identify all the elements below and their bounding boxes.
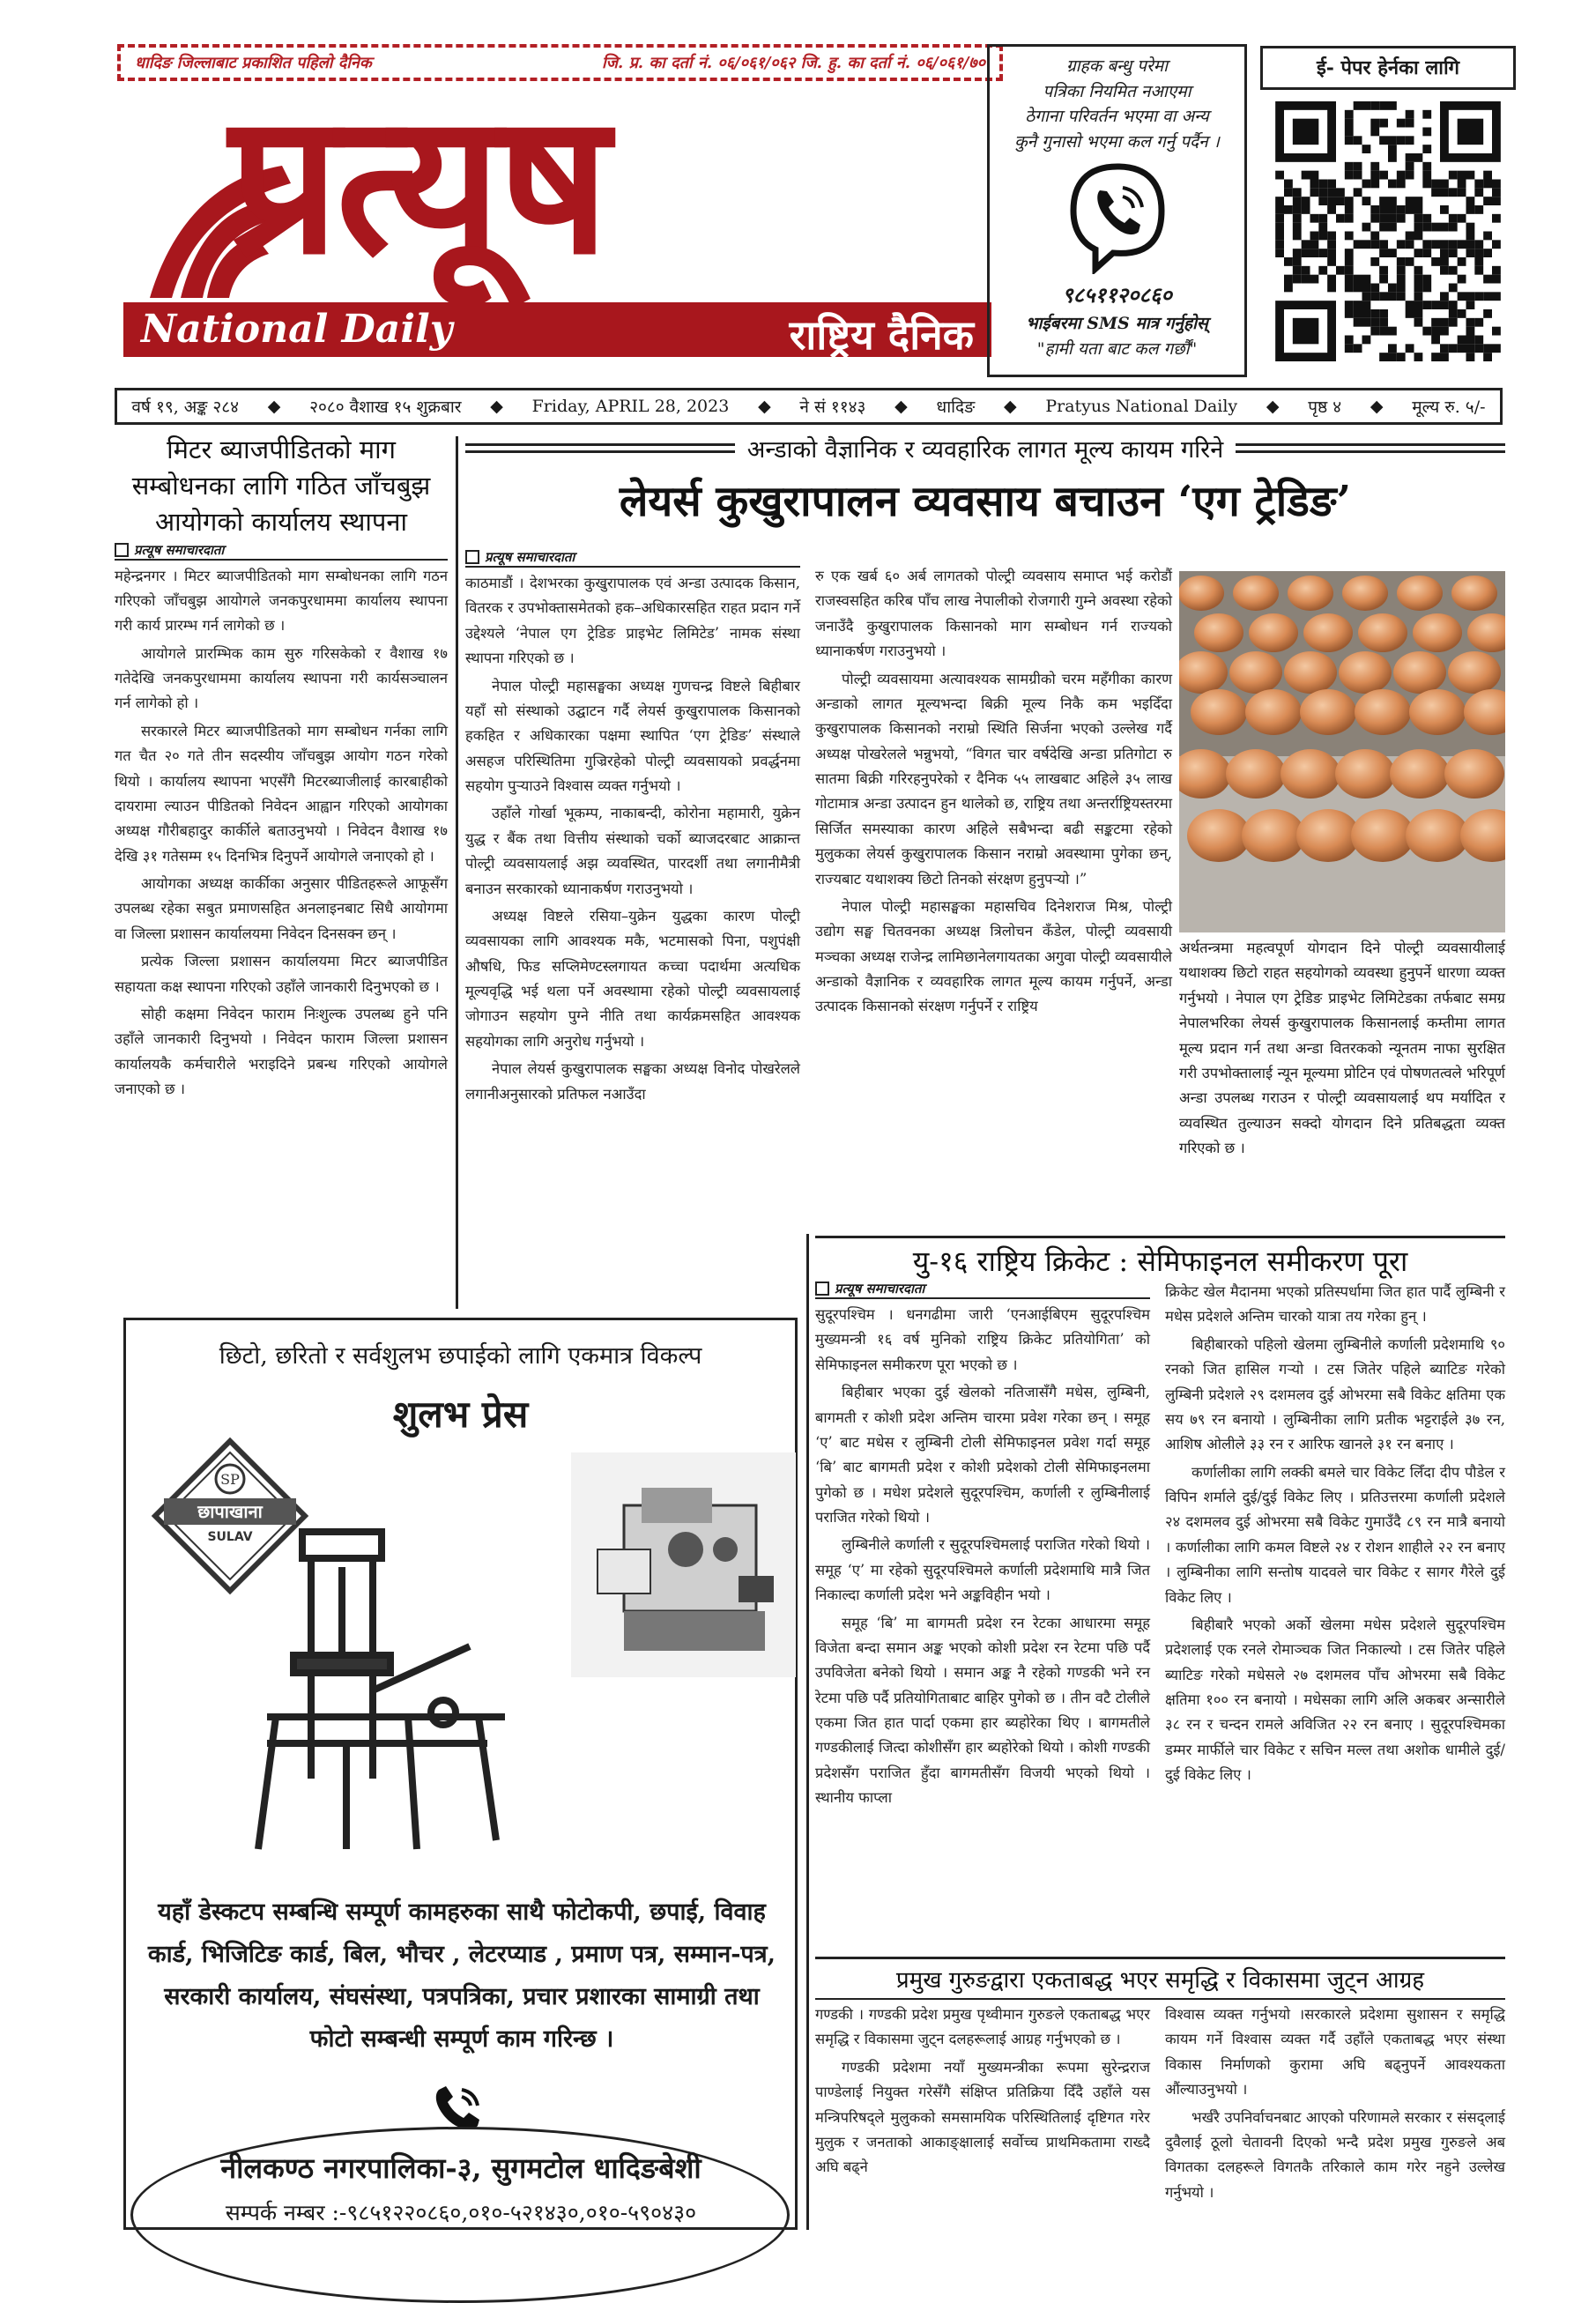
advert-body: यहाँ डेस्कटप सम्बन्धि सम्पूर्ण कामहरुका साथै फोटोकपी, छपाई, विवाह कार्ड, भिजिटिङ कार्ड, बिल, भौचर , लेटरप्याड , प्रमाण पत्र, सम्मान-पत्र, सरकारी कार्यालय, संघसंस्था, पत्रपत्रिका, प्रचार प्रशारका सामाग्री तथा फोटो सम्बन्धी सम्पूर्ण काम गरिन्छ ।	[147, 1898, 776, 2054]
egg	[1351, 809, 1414, 862]
paragraph: नेपाल पोल्ट्री महासङ्घका अध्यक्ष गुणचन्द्र विष्टले बिहीबार यहाँ सो संस्थाको उद्घाटन गर्दै लेयर्स कुखुरापालक किसानको हकहित र अधिकारका पक्षमा स्थापित ‘एग ट्रेडिङ’ संस्थाले असहज परिस्थितिमा गुज्रिरहेको पोल्ट्री व्यवसायको प्रवर्द्धनमा सहयोग पुऱ्याउने विश्वास व्यक्त गर्नुभयो ।	[465, 677, 800, 794]
egg	[1194, 613, 1243, 652]
main-story-col1	[465, 548, 800, 1110]
paragraph: गण्डकी । गण्डकी प्रदेश प्रमुख पृथ्वीमान गुरुङले एकताबद्ध भएर समृद्धि र विकासमा जुट्न दलहरूलाई आग्रह गर्नुभएको छ ।	[815, 2006, 1150, 2048]
left-story	[115, 432, 448, 1104]
egg	[1296, 809, 1360, 862]
main-story-caption: अर्थतन्त्रमा महत्वपूर्ण योगदान दिने पोल्ट्री व्यवसायीलाई यथाशक्य छिटो राहत सहयोगको व्यवस्था हुनुपर्ने धारणा व्यक्त गर्नुभयो । नेपाल एग ट्रेडिङ प्राइभेट लिमिटेडका तर्फबाट समग्र नेपालभरिका लेयर्स कुखुरापालक किसानलाई कम्तीमा लागत मूल्य प्रदान गर्न तथा अन्डा वितरकको न्यूनतम नाफा सुरक्षित गरी उपभोक्तालाई न्यून मूल्यमा प्रोटिन एवं पोषणतत्वले भरिपूर्ण अन्डा उपलब्ध गराउन र पोल्ट्री व्यवसायलाई थप मर्यादित र व्यवस्थित तुल्याउन सक्दो योगदान दिने प्रतिबद्धता व्यक्त गरिएको छ ।	[1179, 940, 1505, 1156]
dateline-sep: ◆	[758, 397, 771, 416]
byline-square-icon	[815, 1282, 829, 1296]
viber-phone-icon	[1065, 160, 1170, 274]
paragraph: समूह ‘बि’ मा बागमती प्रदेश रन रेटका आधारमा समूह विजेता बन्दा समान अङ्क भएको कोशी प्रदेश रन रेटमा पछि पर्दै उपविजेता बनेको थियो । समान अङ्क नै रहेको गण्डकी भने रन रेटमा पछि पर्दै प्रतियोगिताबाट बाहिर पुगेको छ । तीन वटै टोलीले एकमा जित हात पार्दा एकमा हार ब्यहोरेका थिए । बागमतीले गण्डकीलाई जित्दा कोशीसँग हार ब्यहोरेको थियो । कोशी गण्डकी प्रदेशसँग पराजित हुँदा बागमतीसँग विजयी भएको थियो । स्थानीय फाप्ला	[815, 1614, 1150, 1807]
subscriber-line: ठेगाना परिवर्तन भएमा वा अन्य	[1025, 107, 1209, 126]
dateline-sep: ◆	[267, 397, 281, 416]
paragraph: आयोगका अध्यक्ष कार्कीका अनुसार पीडितहरूले आफूसँग उपलब्ध रहेका सबुत प्रमाणसहित अनलाइनबाट सिधै आयोगमा वा जिल्ला प्रशासन कार्यालयमा निवेदन दिनसक्न छन् ।	[115, 875, 448, 942]
paragraph: लुम्बिनीले कर्णाली र सुदूरपश्चिमलाई पराजित गरेको थियो । समूह ‘ए’ मा रहेको सुदूरपश्चिमले कर्णाली प्रदेशमाथि मात्रै जित निकाल्दा कर्णाली प्रदेश भने अङ्कविहीन भयो ।	[815, 1536, 1150, 1604]
newspaper-logo	[123, 69, 991, 368]
subscriber-line: ग्राहक बन्धु परेमा	[1065, 56, 1169, 76]
paragraph: सरकारले मिटर ब्याजपीडितको माग सम्बोधन गर्नका लागि गत चैत २० गते तीन सदस्यीय जाँचबुझ आयोग गठन गरेको थियो । कार्यालय स्थापना भएसँगै मिटरब्याजीलाई कारबाहीको दायरामा ल्याउन पीडितको निवेदन आह्वान गरिएको आयोगका अध्यक्ष गौरीबहादुर कार्कीले बताउनुभयो । निवेदन वैशाख १७ देखि ३१ गतेसम्म १५ दिनभित्र दिनुपर्ने आयोगले जनाएको हो ।	[115, 722, 448, 865]
subscriber-line: कुनै गुनासो भएमा कल गर्नु पर्दैन ।	[1014, 131, 1220, 152]
logo-english: National Daily	[141, 307, 453, 352]
subscriber-line: पत्रिका नियमित नआएमा	[1043, 81, 1191, 101]
nepal-sambat: ने सं ११४३	[799, 397, 866, 417]
logo-nepali: राष्ट्रिय दैनिक	[789, 311, 974, 359]
section-rule	[815, 1236, 1505, 1238]
main-story-body	[465, 571, 800, 1107]
paragraph: नेपाल लेयर्स कुखुरापालक सङ्घका अध्यक्ष विनोद पोखरेलले लगानीअनुसारको प्रतिफल नआउँदा	[465, 1060, 800, 1103]
egg	[1288, 576, 1333, 611]
offset-press-illustration	[571, 1452, 796, 1677]
registration-left: धादिङ जिल्लाबाट प्रकाशित पहिलो दैनिक	[135, 54, 372, 72]
byline-square-icon	[465, 550, 479, 564]
english-date: Friday, APRIL 28, 2023	[531, 397, 730, 416]
egg	[1284, 651, 1337, 694]
paragraph: भर्खरै उपनिर्वाचनबाट आएको परिणामले सरकार र संसद्लाई दुवैलाई ठूलो चेतावनी दिएको भन्दै प्रदेश प्रमुख गुरुङले अब विगतका दलहरूले विगतकै तरिकाले काम गरेर नहुने उल्लेख गर्नुभयो ।	[1165, 2108, 1505, 2201]
egg	[1390, 749, 1450, 799]
paragraph: काठमाडौं । देशभरका कुखुरापालक एवं अन्डा उत्पादक किसान, वितरक र उपभोक्तासमेतको हक–अधिकारसहित राहत प्रदान गर्ने उद्देश्यले ‘नेपाल एग ट्रेडिङ प्राइभेट लिमिटेड’ नामक संस्था स्थापना गरिएको छ ।	[465, 575, 800, 667]
egg	[1281, 749, 1340, 799]
nepali-date: २०८० वैशाख १५ शुक्रबार	[309, 397, 462, 417]
dateline-sep: ◆	[1370, 397, 1384, 416]
paragraph: बिहीबारको पहिलो खेलमा लुम्बिनीले कर्णाली प्रदेशमाथि ९० रनको जित हासिल गऱ्यो । टस जितेर पहिले ब्याटिङ गरेको लुम्बिनी प्रदेशले २९ दशमलव दुई ओभरमा सबै विकेट क्षतिमा एक सय ७९ रन बनायो । लुम्बिनीका लागि प्रतीक भट्टराईले ३७ रन, आशिष ओलीले ३३ रन र आरिफ खानले ३१ रन बनाए ।	[1165, 1335, 1505, 1453]
byline-square-icon	[115, 543, 129, 557]
cricket-story	[815, 1236, 1505, 1280]
paragraph: बिहीबारै भएको अर्को खेलमा मधेस प्रदेशले सुदूरपश्चिम प्रदेशलाई एक रनले रोमाञ्चक जित निकाल्यो । टस जितेर पहिले ब्याटिङ गरेको मधेसले २७ दशमलव पाँच ओभरमा सबै विकेट क्षतिमा १०० रन बनायो । मधेसका लागि अलि अकबर अन्सारीले ३८ रन र चन्दन रामले अविजित २२ रन बनाए । सुदूरपश्चिमका डम्मर मार्फीले चार विकेट र सचिन मल्ल तथा अशोक धामीले दुई/दुई विकेट लिए ।	[1165, 1616, 1505, 1784]
advert-tagline: छिटो, छरितो र सर्वशुलभ छपाईको लागि एकमात्र विकल्प	[219, 1342, 702, 1370]
advert-name: शुलभ प्रेस	[392, 1393, 529, 1436]
egg	[1393, 651, 1446, 694]
subscriber-phone: ९८५११२०८६०	[1062, 282, 1172, 308]
egg	[1303, 613, 1353, 652]
main-story-headline[interactable]: लेयर्स कुखुरापालन व्यवसाय बचाउन ‘एग ट्रेडिङ’	[619, 477, 1352, 526]
egg	[1229, 651, 1282, 694]
paragraph: क्रिकेट खेल मैदानमा भएको प्रतिस्पर्धामा जित हात पार्दै लुम्बिनी र मधेस प्रदेशले अन्तिम चारको यात्रा तय गरेका हुन् ।	[1165, 1283, 1505, 1326]
egg	[1342, 576, 1388, 611]
dateline-sep: ◆	[490, 397, 503, 416]
left-story-body	[115, 564, 448, 1103]
page-number: पृष्ठ ४	[1308, 397, 1342, 417]
egg	[1226, 749, 1286, 799]
main-story-kicker: अन्डाको वैज्ञानिक र व्यवहारिक लागत मूल्य कायम गरिने	[746, 436, 1224, 464]
qr-code-icon[interactable]	[1273, 101, 1503, 361]
paragraph: उहाँले गोर्खा भूकम्प, नाकाबन्दी, कोरोना महामारी, युक्रेन युद्ध र बैंक तथा वित्तीय संस्थाको चर्को ब्याजदरबाट आक्रान्त पोल्ट्री व्यवसायलाई अझ व्यवस्थित, पारदर्शी तथा लगानीमैत्री बनाउन सरकारको ध्यानाकर्षण गराउनुभयो ।	[465, 805, 800, 897]
logo-title: प्रत्यूष	[229, 69, 606, 297]
egg	[1245, 689, 1302, 735]
press-advert	[123, 1318, 798, 2230]
paragraph: पोल्ट्री व्यवसायमा अत्यावश्यक सामग्रीको चरम महँगीका कारण अन्डाको लागत मूल्यभन्दा बिक्री मूल्य निकै कम भइदिँदा कुखुरापालक किसानको नराम्रो स्थिति सिर्जना भएको उल्लेख गर्दै अध्यक्ष पोखरेलले भन्नुभयो, “विगत चार वर्षदेखि अन्डा प्रतिगोटा रु सातमा बिक्री गरिरहनुपरेको र दैनिक ५५ लाखबाट अहिले ३५ लाख गोटामात्र अन्डा उत्पादन हुन थालेको छ, राष्ट्रिय तथा अन्तर्राष्ट्रियस्तरमा सिर्जित समस्याका कारण अहिले सबैभन्दा बढी सङ्कटमा रहेको मुलुकका लेयर्स कुखुरापालक किसान नराम्रो अवस्थामा पुगेका छन्, राज्यबाट यथाशक्य छिटो तिनको संरक्षण हुनुपर्‍यो ।”	[815, 670, 1172, 888]
cricket-col2	[1165, 1280, 1505, 1791]
left-story-headline[interactable]: मिटर ब्याजपीडितको माग सम्बोधनका लागि गठित जाँचबुझ आयोगको कार्यालय स्थापना	[131, 435, 431, 538]
cricket-headline[interactable]: यु-१६ राष्ट्रिय क्रिकेट : सेमिफाइनल समीकरण पूरा	[912, 1244, 1408, 1278]
gurudwara-headline[interactable]: प्रमुख गुरुङद्वारा एकताबद्ध भएर समृद्धि र विकासमा जुट्न आग्रह	[815, 1959, 1505, 2000]
egg	[1358, 613, 1407, 652]
dateline-bar	[115, 388, 1503, 425]
egg	[1191, 689, 1247, 735]
kicker-rule	[1236, 443, 1505, 453]
advert-contact: सम्पर्क नम्बर :-९८५१२२०८६०,०१०-५२१४३०,०१०-५९०४३०	[225, 2200, 697, 2225]
column-rule	[456, 436, 458, 1309]
egg	[1300, 689, 1356, 735]
egg	[1409, 689, 1466, 735]
paragraph: बिहीबार भएका दुई खेलको नतिजासँगै मधेस, लुम्बिनी, बागमती र कोशी प्रदेश अन्तिम चारमा प्रवेश गरेका छन् । समूह ‘ए’ बाट मधेस र लुम्बिनी टोली सेमिफाइनल प्रवेश गर्दा समूह ‘बि’ बाट बागमती प्रदेश र कोशी प्रदेशको टोली सेमिफाइनलमा पुगेको छ । मधेश प्रदेशले सुदूरपश्चिम, कर्णाली र लुम्बिनीलाई पराजित गरेको थियो ।	[815, 1384, 1150, 1526]
logo-en-text: SULAV	[207, 1530, 253, 1544]
advert-address: नीलकण्ठ नगरपालिका-३, सुगमटोल धादिङबेशी	[220, 2151, 701, 2185]
eggs-photo	[1179, 571, 1505, 932]
egg	[1249, 613, 1298, 652]
egg	[1179, 576, 1224, 611]
gurudwara-story	[815, 1957, 1505, 2000]
egg	[1413, 613, 1462, 652]
hand-press-illustration	[241, 1514, 531, 1867]
main-story-header	[465, 432, 1505, 529]
paragraph: कर्णालीका लागि लक्की बमले चार विकेट लिँदा दीप पौडेल र विपिन शर्माले दुई/दुई विकेट लिए । प्रतिउत्तरमा कर्णाली प्रदेशले २४ दशमलव दुई ओभरमा सबै विकेट गुमाउँदै ८९ रन मात्रै बनायो । कर्णालीका लागि कमल विष्टले २४ र रोशन शाहीले २२ रन बनाए । लुम्बिनीका लागि सन्तोष यादवले चार विकेट र सागर गैरेले दुई विकेट लिए ।	[1165, 1463, 1505, 1606]
egg	[1233, 576, 1279, 611]
phone-icon	[430, 2083, 483, 2132]
byline-text: प्रत्यूष समाचारदाता	[485, 549, 575, 565]
byline	[815, 1280, 1150, 1299]
paragraph: गण्डकी प्रदेशमा नयाँ मुख्यमन्त्रीका रूपमा सुरेन्द्रराज पाण्डेलाई नियुक्त गरेसँगै संक्षिप्त प्रतिक्रिया दिँदै उहाँले यस मन्त्रिपरिषद्ले मुलुकको समसामयिक परिस्थितिलाई दृष्टिगत गरेर मुलुक र जनताको आकाङ्क्षालाई सर्वोच्च प्राथमिकतामा राख्दै अघि बढ्ने	[815, 2058, 1150, 2176]
paper-name: Pratyus National Daily	[1045, 397, 1238, 416]
paragraph: रु एक खर्ब ६० अर्ब लागतको पोल्ट्री व्यवसाय समाप्त भई करोडौं राजस्वसहित करिब पाँच लाख नेपालीको रोजगारी गुम्ने अवस्था रहेको जनाउँदै कुखुरापालक किसानको माग सम्बोधन गर्न राज्यको ध्यानाकर्षण गराउनुभयो ।	[815, 568, 1172, 660]
egg	[1444, 749, 1504, 799]
egg	[1397, 576, 1443, 611]
paragraph: सुदूरपश्चिम । धनगढीमा जारी ‘एनआईबिएम सुदूरपश्चिम मुख्यमन्त्री १६ वर्ष मुनिको राष्ट्रिय क्रिकेट प्रतियोगिता’ को सेमिफाइनल समीकरण पूरा भएको छ ।	[815, 1306, 1150, 1373]
column-rule	[806, 1234, 809, 2230]
byline-text: प्रत्यूष समाचारदाता	[835, 1281, 925, 1296]
subscriber-quote: "हामी यता बाट कल गर्छौं"	[1036, 338, 1198, 359]
paragraph: महेन्द्रनगर । मिटर ब्याजपीडितको माग सम्बोधनका लागि गठन गरिएको जाँचबुझ आयोगले जनकपुरधाममा कार्यालय स्थापना गरी कार्य प्रारम्भ गर्न लागेको छ ।	[115, 567, 448, 635]
paragraph: विश्वास व्यक्त गर्नुभयो ।सरकारले प्रदेशमा सुशासन र समृद्धि कायम गर्ने विश्वास व्यक्त गर्दै उहाँले एकताबद्ध भएर संस्था विकास निर्माणको कुरामा अघि बढ्नुपर्ने आवश्यकता औंल्याउनुभयो ।	[1165, 2006, 1505, 2099]
subscriber-box	[987, 44, 1247, 377]
egg	[1242, 809, 1305, 862]
egg	[1335, 749, 1395, 799]
egg	[1355, 689, 1411, 735]
price: मूल्य रु. ५/-	[1412, 397, 1486, 417]
cricket-body	[815, 1303, 1150, 1811]
main-story-col2	[815, 564, 1172, 1022]
sms-note: भाईबरमा SMS मात्र गर्नुहोस्	[1026, 314, 1208, 333]
dateline-sep: ◆	[1266, 397, 1280, 416]
egg	[1406, 809, 1469, 862]
column-rule	[806, 956, 809, 1230]
egg	[1451, 576, 1497, 611]
paragraph: अध्यक्ष विष्टले रसिया–युक्रेन युद्धका कारण पोल्ट्री व्यवसायका लागि आवश्यक मकै, भटमासको पिना, पशुपंक्षी औषधि, फिड सप्लिमेण्टस्लगायत कच्चा पदार्थमा अत्यधिक मूल्यवृद्धि भई थला पर्ने अवस्थामा रहेको पोल्ट्री व्यवसायलाई जोगाउन सहयोग पुग्ने नीति तथा कार्यक्रमसहित आवश्यक सहयोगका लागि अनुरोध गर्नुभयो ।	[465, 907, 800, 1050]
egg	[1187, 809, 1251, 862]
volume-number: वर्ष १९, अङ्क २८४	[131, 397, 240, 417]
byline-text: प्रत्यूष समाचारदाता	[134, 541, 225, 558]
dateline-sep: ◆	[895, 397, 908, 416]
egg	[1448, 651, 1501, 694]
place-name: धादिङ	[936, 397, 976, 417]
logo-top-text: छापाखाना	[197, 1501, 263, 1522]
cricket-col1	[815, 1280, 1150, 1814]
byline	[115, 541, 448, 561]
dateline-sep: ◆	[1003, 397, 1017, 416]
egg	[1339, 651, 1392, 694]
paragraph: नेपाल पोल्ट्री महासङ्घका महासचिव दिनेशराज मिश्र, पोल्ट्री उद्योग सङ्घ चितवनका अध्यक्ष त्रिलोचन कँडेल, पोल्ट्री व्यवसायी मञ्चका अध्यक्ष राजेन्द्र लामिछानेलगायतका अगुवा पोल्ट्री व्यवसायीले अन्डाको वैज्ञानिक र व्यवहारिक लागत मूल्य कायम गर्नुपर्ने, अन्डा उत्पादक किसानको संरक्षण गर्नुपर्ने र राष्ट्रिय	[815, 897, 1172, 1015]
gurudwara-col1	[815, 2002, 1150, 2183]
logo-mono: SP	[220, 1471, 240, 1488]
gurudwara-col2	[1165, 2002, 1505, 2208]
kicker-rule	[465, 443, 735, 453]
paragraph: सोही कक्षमा निवेदन फाराम निःशुल्क उपलब्ध हुने पनि उहाँले जानकारी दिनुभयो । निवेदन फाराम जिल्ला प्रशासन कार्यालयकै कर्मचारीले भराइदिने प्रबन्ध गरिएको आयोगले जनाएको छ ।	[115, 1005, 448, 1098]
epaper-label: ई- पेपर हेर्नका लागि	[1260, 46, 1516, 90]
paragraph: आयोगले प्रारम्भिक काम सुरु गरिसकेको र वैशाख १७ गतेदेखि जनकपुरधाममा कार्यालय स्थापना गरी कार्यसञ्चालन गर्न लागेको हो ।	[115, 644, 448, 712]
paragraph: प्रत्येक जिल्ला प्रशासन कार्यालयमा मिटर ब्याजपीडित सहायता कक्ष स्थापना गरिएको उहाँले जानकारी दिनुभएको छ ।	[115, 953, 448, 995]
registration-right: जि. प्र. का दर्ता नं. ०६/०६१/०६२ जि. हु. का दर्ता नं. ०६/०६१/७०	[602, 54, 985, 72]
byline	[465, 548, 800, 568]
